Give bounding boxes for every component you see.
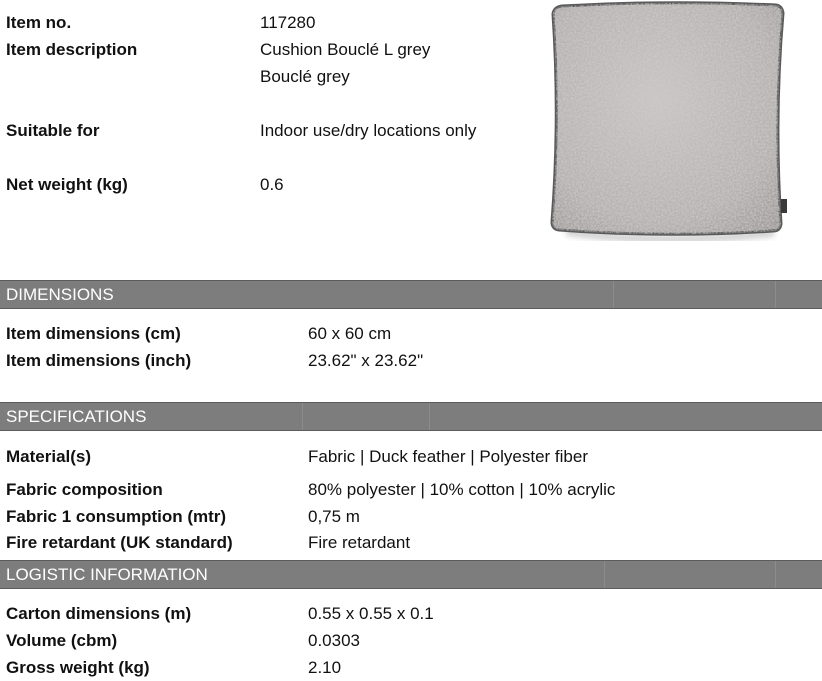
dimensions-label: Item dimensions (cm) (6, 324, 181, 343)
logistic-header (0, 560, 822, 589)
dimensions-row (0, 321, 822, 347)
specifications-label: Fabric 1 consumption (mtr) (6, 507, 227, 526)
item-description-label: Item description (6, 40, 138, 59)
dimensions-value: 23.62" x 23.62" (308, 351, 424, 370)
item-no-value: 117280 (260, 13, 316, 32)
net-weight-label: Net weight (kg) (6, 175, 128, 194)
label-tag-icon (781, 199, 787, 213)
dimensions-title: DIMENSIONS (6, 285, 114, 304)
logistic-value: 0.55 x 0.55 x 0.1 (308, 604, 434, 623)
specifications-value: Fire retardant (308, 533, 411, 552)
specifications-value: 80% polyester | 10% cotton | 10% acrylic (308, 480, 616, 499)
logistic-label: Carton dimensions (m) (6, 604, 192, 623)
specifications-row (0, 477, 822, 503)
product-image (542, 0, 792, 245)
specifications-label: Fabric composition (6, 480, 163, 499)
specifications-row (0, 504, 822, 530)
item-description-value-line2: Bouclé grey (260, 67, 350, 86)
cushion-illustration (542, 0, 792, 245)
specifications-label: Material(s) (6, 447, 92, 466)
logistic-label: Gross weight (kg) (6, 658, 150, 677)
logistic-row (0, 601, 822, 627)
specifications-row (0, 530, 822, 556)
dimensions-value: 60 x 60 cm (308, 324, 392, 343)
item-no-label: Item no. (6, 13, 72, 32)
logistic-value: 2.10 (308, 658, 342, 677)
specifications-label: Fire retardant (UK standard) (6, 533, 233, 552)
specifications-value: 0,75 m (308, 507, 360, 526)
net-weight-value: 0.6 (260, 175, 284, 194)
specifications-row (0, 444, 822, 470)
specifications-value: Fabric | Duck feather | Polyester fiber (308, 447, 588, 466)
dimensions-row (0, 348, 822, 374)
suitable-for-value: Indoor use/dry locations only (260, 121, 477, 140)
specifications-header (0, 402, 822, 431)
logistic-row (0, 628, 822, 654)
logistic-title: LOGISTIC INFORMATION (6, 565, 208, 584)
item-description-value-line1: Cushion Bouclé L grey (260, 40, 431, 59)
suitable-for-label: Suitable for (6, 121, 100, 140)
dimensions-header (0, 280, 822, 309)
specifications-title: SPECIFICATIONS (6, 407, 147, 426)
logistic-value: 0.0303 (308, 631, 360, 650)
logistic-row (0, 655, 822, 681)
logistic-label: Volume (cbm) (6, 631, 118, 650)
dimensions-label: Item dimensions (inch) (6, 351, 192, 370)
